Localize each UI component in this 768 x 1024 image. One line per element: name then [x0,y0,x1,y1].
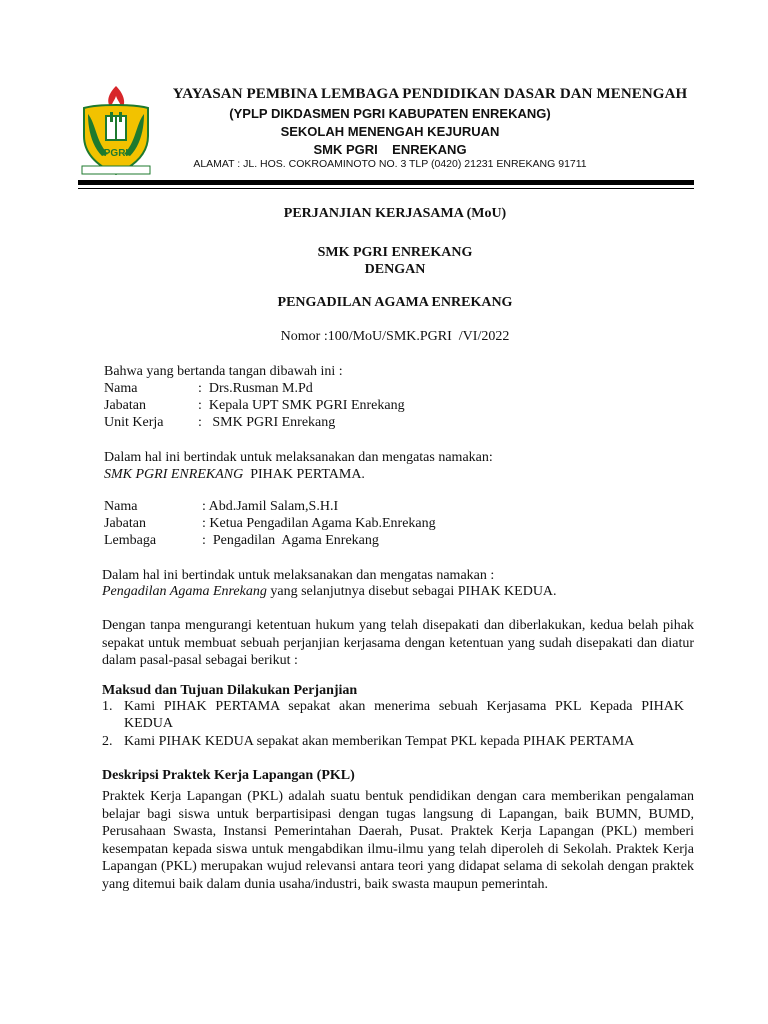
list-text: Kami PIHAK PERTAMA sepakat akan menerima sebuah Kerjasama PKL Kepada PIHAK KEDUA [124,699,684,731]
list-number: 1. [102,699,113,714]
field-value: : Ketua Pengadilan Agama Kab.Enrekang [202,516,436,531]
field-value: : Drs.Rusman M.Pd [198,381,313,396]
field-label: Lembaga [104,533,157,548]
second-party-institution-row [104,532,379,549]
school-address: ALAMAT : JL. HOS. COKROAMINOTO NO. 3 TLP (0420) 21231 ENREKANG 91711 [193,158,587,170]
letterhead-rule-thin [78,188,694,189]
second-party-designation [102,583,557,600]
foundation-name: YAYASAN PEMBINA LEMBAGA PENDIDIKAN DASAR DAN MENENGAH [172,86,688,102]
document-number: Nomor :100/MoU/SMK.PGRI /VI/2022 [280,329,510,344]
first-party-intro: Bahwa yang bertanda tangan dibawah ini : [104,364,343,379]
second-party-acting: Dalam hal ini bertindak untuk melaksanakan dan mengatas namakan : [102,568,495,583]
school-type: SEKOLAH MENENGAH KEJURUAN [280,124,500,139]
section-heading-purpose: Maksud dan Tujuan Dilakukan Perjanjian [102,683,358,698]
list-number: 2. [102,734,113,749]
list-item [102,699,694,732]
purpose-list [102,699,694,753]
second-party-position-row [104,515,436,532]
logo-text: PGRI [103,148,129,159]
foundation-abbrev: (YPLP DIKDASMEN PGRI KABUPATEN ENREKANG) [229,106,551,121]
field-label: Nama [104,381,138,396]
document-title: PERJANJIAN KERJASAMA (MoU) [283,206,507,221]
first-party-acting: Dalam hal ini bertindak untuk melaksanakan dan mengatas namakan: [104,450,493,465]
second-party-title: PENGADILAN AGAMA ENREKANG [277,295,513,310]
field-label: Jabatan [104,398,146,413]
field-value: : Pengadilan Agama Enrekang [202,533,379,548]
letterhead-rule-thick [78,180,694,185]
first-party-title: SMK PGRI ENREKANG [317,245,473,260]
field-label: Nama [104,499,138,514]
school-name: SMK PGRI ENREKANG [313,142,467,157]
first-party-unit-row [104,414,335,431]
second-party-name-row [104,498,338,515]
field-value: : Kepala UPT SMK PGRI Enrekang [198,398,405,413]
field-label: Unit Kerja [104,415,164,430]
field-value: : Abd.Jamil Salam,S.H.I [202,499,339,514]
first-party-position-row [104,397,405,414]
pkl-description-paragraph: Praktek Kerja Lapangan (PKL) adalah suatu bentuk pendidikan dengan cara memberikan pengalaman belajar bagi siswa untuk berpartisipasi dengan tugas langsung di Lapangan, baik BUMN, BUMD, Perusahaan Swasta, Instansi Pemerintahan Daerah, Pusat. Praktek Kerja Lapangan (PKL) memberi kesempatan kepada siswa untuk mengabdikan ilmu-ilmu yang telah diperoleh di Sekolah. Praktek Kerja Lapangan (PKL) merupakan wujud relevansi antara teori yang didapat selama di sekolah dengan praktek yang ditemui baik dalam dunia usaha/industri, baik swasta maupun pemerintah. [102,789,694,892]
first-party-role: PIHAK PERTAMA. [243,467,365,482]
with-title: DENGAN [364,262,426,277]
field-value: : SMK PGRI Enrekang [198,415,336,430]
section-heading-description: Deskripsi Praktek Kerja Lapangan (PKL) [102,768,355,783]
agreement-paragraph: Dengan tanpa mengurangi ketentuan hukum yang telah disepakati dan diberlakukan, kedua belah pihak sepakat untuk membuat sebuah perjanjian kerjasama dengan ketentuan yang sudah disepakati dan diatur dalam pasal-pasal sebagai berikut : [102,618,694,669]
first-party-name-row [104,380,313,397]
second-party-name: Pengadilan Agama Enrekang [102,584,267,599]
list-item [102,734,694,751]
field-label: Jabatan [104,516,146,531]
second-party-role: yang selanjutnya disebut sebagai PIHAK KEDUA. [266,584,557,599]
first-party-name: SMK PGRI ENREKANG [104,467,244,482]
first-party-designation [104,466,365,483]
list-text: Kami PIHAK KEDUA sepakat akan memberikan Tempat PKL kepada PIHAK PERTAMA [124,734,635,749]
